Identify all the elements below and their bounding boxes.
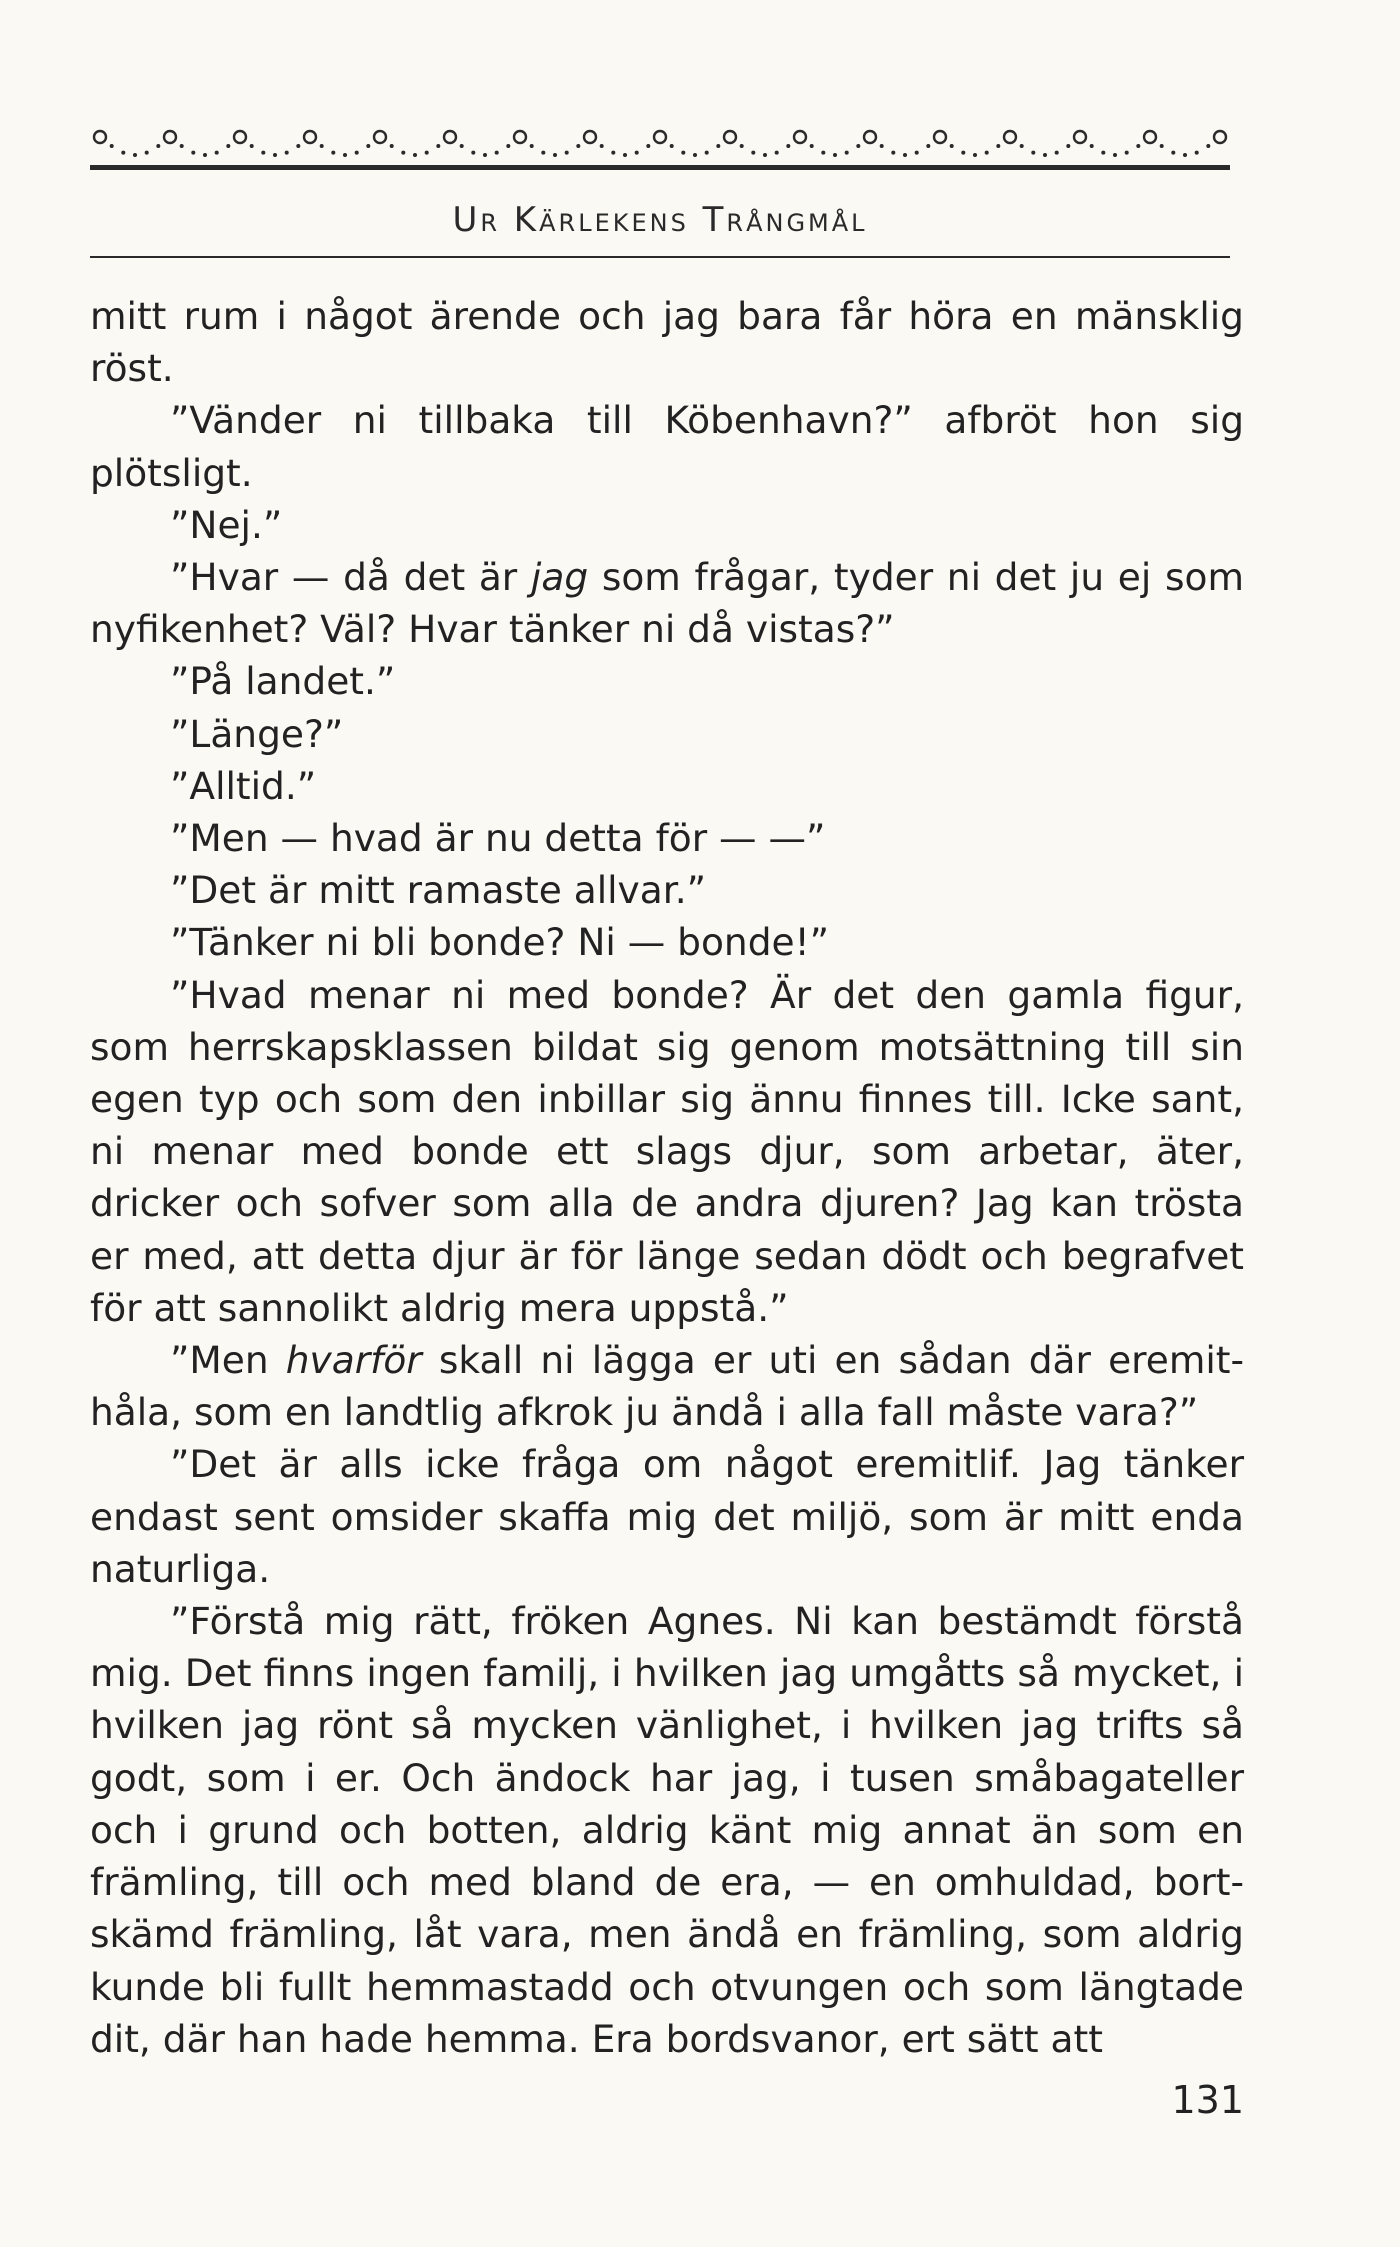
ornament-dot — [483, 153, 487, 157]
ornament-dot — [961, 151, 965, 155]
ornament-dot — [1113, 153, 1117, 157]
ornament-ring — [794, 131, 806, 143]
text-run: ”Hvar — då det är — [170, 555, 531, 600]
ornament-ring — [1214, 131, 1226, 143]
ornament-dot — [273, 153, 277, 157]
ornament-dot — [973, 153, 977, 157]
ornament-dot — [1055, 151, 1059, 155]
paragraph: ”Alltid.” — [170, 763, 317, 808]
ornament-dot — [425, 151, 429, 155]
ornament-ring — [864, 131, 876, 143]
ornament-dot — [530, 144, 534, 148]
ornament-dot — [436, 144, 440, 148]
decorative-ornament-border — [90, 115, 1230, 185]
ornament-ring — [444, 131, 456, 143]
ornament-dot — [215, 151, 219, 155]
ornament-dot — [145, 151, 149, 155]
ornament-dot — [413, 153, 417, 157]
paragraph: ”Förstå mig rätt, fröken Agnes. Ni kan bestämdt förstå mig. Det finns ingen familj, i hvilken jag umgåtts så mycket, i hvilken jag rönt så mycken vänlighet, i hvilken jag trifts så godt, som i er. Och ändock har jag, i tusen småbagateller och i grund och botten, aldrig känt mig annat än som en främling, till och med bland de era, — en omhuldad, bort-skämd främling, låt vara, men ändå en främling, som aldrig kunde bli fullt hemmastadd och otvungen och som längtade dit, där han hade hemma. Era bordsvanor, ert sätt att — [90, 1599, 1244, 2061]
ornament-dot — [1066, 144, 1070, 148]
ornament-dot — [576, 144, 580, 148]
page-number: 131 — [1171, 2078, 1244, 2122]
ornament-dot — [845, 151, 849, 155]
paragraph: ”Det är alls icke fråga om något eremitlif. Jag tänker endast sent omsider skaffa mig det miljö, som är mitt enda naturliga. — [90, 1442, 1244, 1591]
ornament-ring — [1004, 131, 1016, 143]
ornament-ring — [94, 131, 106, 143]
ornament-dot — [296, 144, 300, 148]
ornament-dot — [681, 151, 685, 155]
ornament-dot — [250, 144, 254, 148]
ornament-dot — [285, 151, 289, 155]
ornament-dot — [775, 151, 779, 155]
ornament-dot — [880, 144, 884, 148]
emphasis: hvarför — [285, 1338, 422, 1383]
body-text — [90, 290, 1244, 2065]
ornament-dot — [1195, 151, 1199, 155]
ornament-dot — [693, 153, 697, 157]
ornament-dot — [1090, 144, 1094, 148]
ornament-dot — [110, 144, 114, 148]
ornament-dot — [541, 151, 545, 155]
ornament-dot — [156, 144, 160, 148]
text-run: skall ni lägga er uti en sådan där eremit-håla, som en landtlig afkrok ju ändå i alla fall måste vara?” — [90, 1338, 1244, 1435]
ornament-dot — [1125, 151, 1129, 155]
ornament-ring — [164, 131, 176, 143]
ornament-dot — [1101, 151, 1105, 155]
paragraph: ”Vänder ni tillbaka till Köbenhavn?” afbröt hon sig plötsligt. — [90, 398, 1244, 495]
ornament-dot — [623, 153, 627, 157]
ornament-dot — [366, 144, 370, 148]
ornament-dot — [226, 144, 230, 148]
paragraph — [90, 551, 1244, 655]
ornament-ring — [724, 131, 736, 143]
ornament-dot — [856, 144, 860, 148]
ornament-dot — [133, 153, 137, 157]
paragraph: ”På landet.” — [170, 659, 396, 704]
ornament-dot — [1031, 151, 1035, 155]
ornament-ring — [934, 131, 946, 143]
ornament-dot — [460, 144, 464, 148]
ornament-ring — [1144, 131, 1156, 143]
ornament-dot — [635, 151, 639, 155]
ornament-ring — [514, 131, 526, 143]
header-rule — [90, 256, 1230, 258]
ornament-dot — [1171, 151, 1175, 155]
ornament-ring — [374, 131, 386, 143]
ornament-dot — [1136, 144, 1140, 148]
ornament-dot — [950, 144, 954, 148]
ornament-dot — [355, 151, 359, 155]
ornament-dot — [740, 144, 744, 148]
ornament-dot — [495, 151, 499, 155]
ornament-dot — [471, 151, 475, 155]
ornament-dot — [1020, 144, 1024, 148]
ornament-ring — [584, 131, 596, 143]
ornament-dot — [1160, 144, 1164, 148]
ornament-dot — [331, 151, 335, 155]
ornament-ring — [234, 131, 246, 143]
running-title: Ur Kärlekens Trångmål — [452, 200, 868, 240]
ornament-dot — [646, 144, 650, 148]
ornament-dot — [600, 144, 604, 148]
ornament-ring — [654, 131, 666, 143]
ornament-dot — [553, 153, 557, 157]
ornament-ring — [304, 131, 316, 143]
ornament-dot — [203, 153, 207, 157]
ornament-dot — [891, 151, 895, 155]
ornament-dot — [786, 144, 790, 148]
paragraph: ”Tänker ni bli bonde? Ni — bonde!” — [170, 920, 830, 965]
paragraph: ”Nej.” — [170, 502, 283, 547]
paragraph — [90, 1334, 1244, 1438]
ornament-dot — [821, 151, 825, 155]
ornament-dot — [670, 144, 674, 148]
ornament-dot — [1206, 144, 1210, 148]
ornament-dot — [985, 151, 989, 155]
ornament-dot — [716, 144, 720, 148]
paragraph: mitt rum i något ärende och jag bara får höra en mänsklig röst. — [90, 294, 1244, 391]
ornament-dot — [506, 144, 510, 148]
ornament-dot — [915, 151, 919, 155]
ornament-dot — [705, 151, 709, 155]
ornament-dot — [121, 151, 125, 155]
ornament-dot — [1043, 153, 1047, 157]
ornament-dot — [903, 153, 907, 157]
paragraph: ”Men — hvad är nu detta för — —” — [170, 816, 826, 861]
ornament-dot — [996, 144, 1000, 148]
ornament-dot — [810, 144, 814, 148]
ornament-dot — [1183, 153, 1187, 157]
ornament-ring — [1074, 131, 1086, 143]
ornament-dot — [343, 153, 347, 157]
paragraph: ”Hvad menar ni med bonde? Är det den gamla figur, som herrskapsklassen bildat sig genom motsättning till sin egen typ och som den inbillar sig ännu finnes till. Icke sant, ni menar med bonde ett slags djur, som arbetar, äter, dricker och sofver som alla de andra djuren? Jag kan trösta er med, att detta djur är för länge sedan dödt och begrafvet för att sannolikt aldrig mera uppstå.” — [90, 972, 1244, 1330]
ornament-dot — [611, 151, 615, 155]
ornament-dot — [401, 151, 405, 155]
ornament-dot — [751, 151, 755, 155]
paragraph: ”Det är mitt ramaste allvar.” — [170, 868, 707, 913]
ornament-dot — [180, 144, 184, 148]
text-run: ”Men — [170, 1338, 286, 1383]
ornament-dot — [191, 151, 195, 155]
ornament-dot — [565, 151, 569, 155]
ornament-dot — [390, 144, 394, 148]
ornament-dot — [833, 153, 837, 157]
ornament-dot — [320, 144, 324, 148]
ornament-dot — [763, 153, 767, 157]
ornament-dot — [261, 151, 265, 155]
ornament-dot — [926, 144, 930, 148]
text-run: som frågar, tyder ni det ju ej som nyfikenhet? Väl? Hvar tänker ni då vistas?” — [90, 555, 1244, 652]
paragraph: ”Länge?” — [170, 711, 344, 756]
emphasis: jag — [530, 555, 589, 600]
